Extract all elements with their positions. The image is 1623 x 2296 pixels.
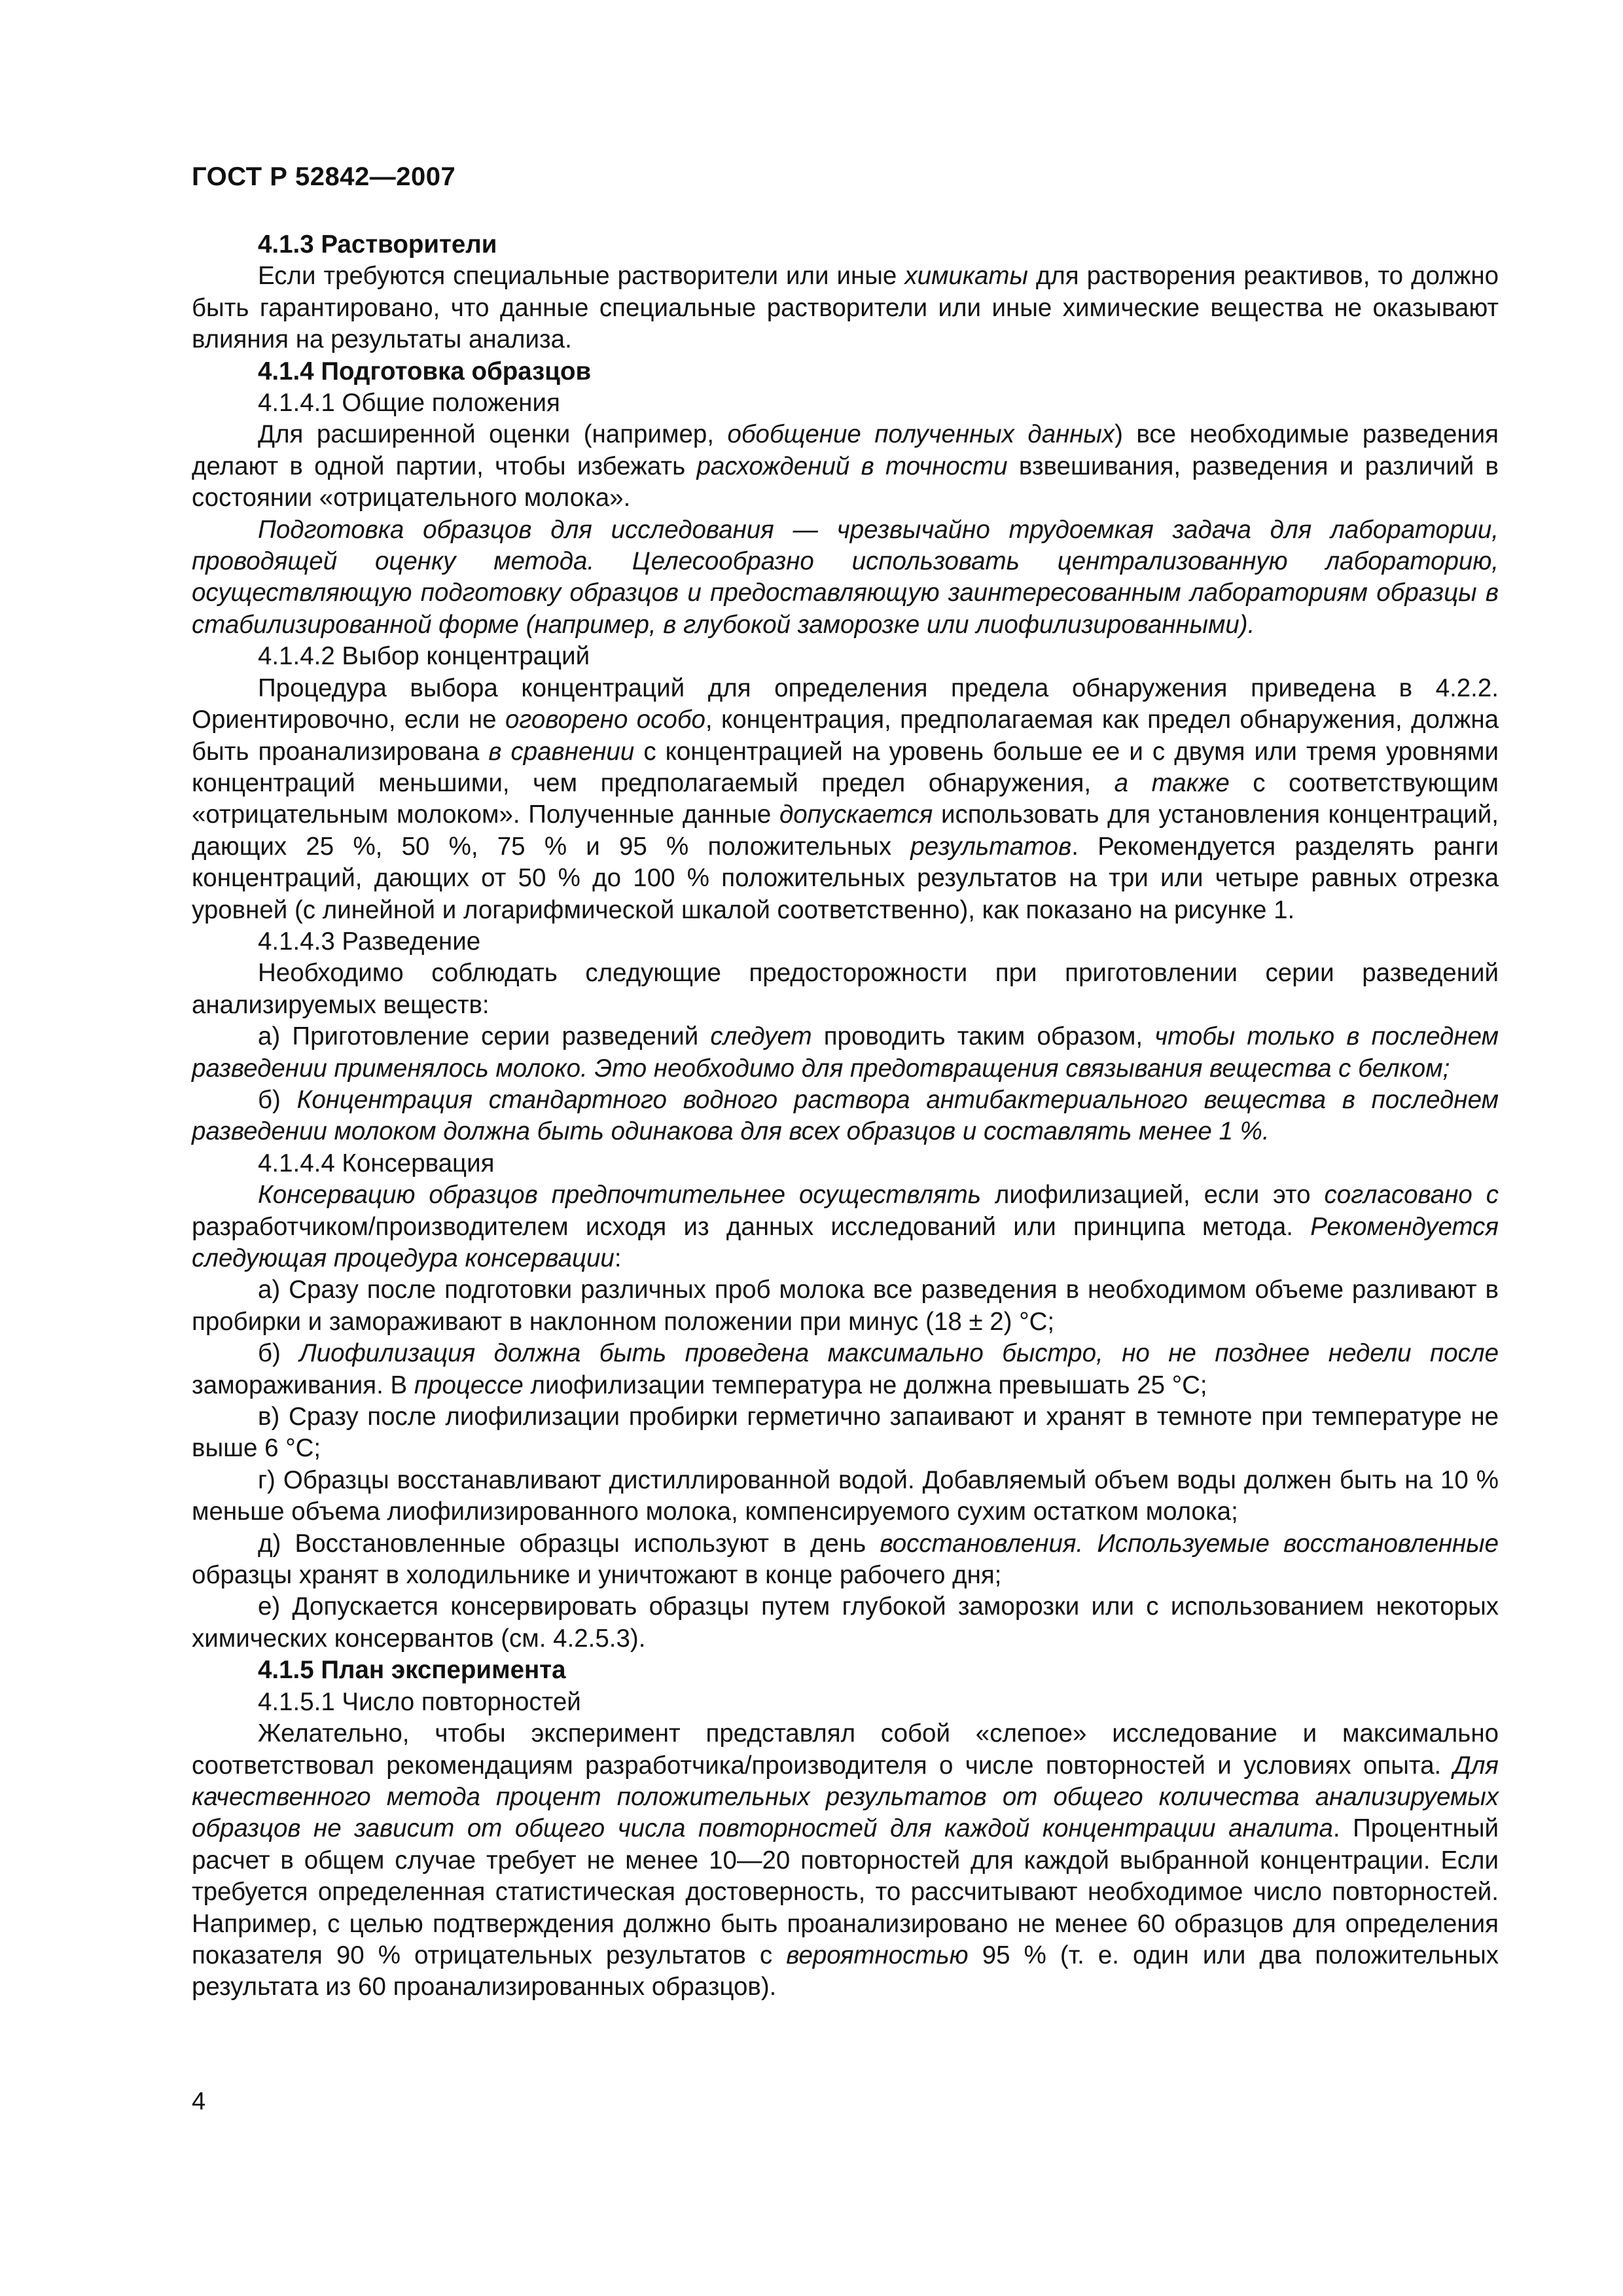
text-run: 4.1.5.1 Число повторностей bbox=[258, 1687, 581, 1716]
section-heading-4-1-5 bbox=[192, 1655, 1499, 1686]
list-item-preservation-b bbox=[192, 1338, 1499, 1401]
italic-run: допускается bbox=[779, 800, 933, 829]
text-run: г) Образцы восстанавливают дистиллированной водой. Добавляемый объем воды должен быть на 10 % меньше объема лиофилизированного молока, компенсируемого сухим остатком молока; bbox=[192, 1465, 1499, 1526]
text-run: для растворения реактивов, то должно быть гарантировано, что данные специальные растворители или иные химические вещества не оказывают влияния на результаты анализа. bbox=[192, 262, 1499, 354]
italic-run: процессе bbox=[414, 1371, 524, 1399]
text-run: Процедура выбора концентраций для определения предела обнаружения приведена в 4.2.2. Ориентировочно, если не bbox=[192, 673, 1499, 734]
text-run: ) все необходимые разведения делают в одной партии, чтобы избежать bbox=[192, 420, 1499, 480]
paragraph-general bbox=[192, 419, 1499, 514]
section-heading-4-1-4 bbox=[192, 356, 1499, 387]
paragraph-replicates bbox=[192, 1718, 1499, 2003]
document-body bbox=[192, 229, 1499, 2003]
text-run: 4.1.4.4 Консервация bbox=[258, 1149, 495, 1177]
italic-run: Концентрация стандартного водного раствора антибактериального вещества в последнем разведении молоком должна быть одинакова для всех образцов и составлять менее 1 %. bbox=[192, 1085, 1499, 1146]
italic-run: а также bbox=[1114, 768, 1230, 797]
subsection-heading-4-1-4-2 bbox=[192, 641, 1499, 672]
text-run: Желательно, чтобы эксперимент представлял собой «слепое» исследование и максимально соответствовал рекомендациям разработчика/производителя о числе повторностей и условиях опыта. bbox=[192, 1719, 1499, 1780]
subsection-heading-4-1-4-4 bbox=[192, 1148, 1499, 1179]
italic-run: обобщение полученных данных bbox=[727, 420, 1115, 449]
text-run: б) bbox=[258, 1085, 297, 1114]
subsection-heading-4-1-5-1 bbox=[192, 1687, 1499, 1718]
text-run: д) Восстановленные образцы используют в день bbox=[258, 1529, 880, 1558]
page-number: 4 bbox=[192, 2088, 206, 2115]
subsection-heading-4-1-4-1 bbox=[192, 387, 1499, 419]
italic-run: результатов bbox=[910, 832, 1072, 861]
paragraph-sample-prep bbox=[192, 514, 1499, 641]
italic-run: расхождений в точности bbox=[696, 452, 1008, 480]
italic-run: вероятностью bbox=[786, 1941, 969, 1969]
text-run: 4.1.4 Подготовка образцов bbox=[258, 357, 592, 386]
italic-run: Лиофилизация должна быть проведена максимально быстро, но не позднее недели после bbox=[299, 1339, 1499, 1368]
text-run: разработчиком/производителем исходя из данных исследований или принципа метода. bbox=[192, 1212, 1311, 1241]
document-header: ГОСТ Р 52842—2007 bbox=[192, 162, 456, 191]
text-run: с соответствующим «отрицательным молоком». Полученные данные bbox=[192, 768, 1499, 829]
text-run: проводить таким образом, bbox=[812, 1022, 1155, 1051]
list-item-preservation-a bbox=[192, 1274, 1499, 1338]
text-run: а) Сразу после подготовки различных проб молока все разведения в необходимом объеме разливают в пробирки и замораживают в наклонном положении при минус (18 ± 2) °С; bbox=[192, 1276, 1499, 1336]
text-run: Если требуются специальные растворители или иные bbox=[258, 262, 905, 291]
section-heading-4-1-3 bbox=[192, 229, 1499, 260]
text-run: а) Приготовление серии разведений bbox=[258, 1022, 711, 1051]
paragraph-preservation bbox=[192, 1179, 1499, 1274]
italic-run: Консервацию образцов предпочтительнее осуществлять bbox=[258, 1181, 981, 1210]
text-run: : bbox=[614, 1244, 622, 1272]
text-run: 4.1.3 Растворители bbox=[258, 230, 497, 259]
text-run: 4.1.5 План эксперимента bbox=[258, 1656, 566, 1685]
italic-run: чтобы только в последнем разведении применялось молоко. Это необходимо для предотвращения связывания вещества с белком; bbox=[192, 1022, 1499, 1083]
list-item-preservation-d bbox=[192, 1465, 1499, 1528]
italic-run: восстановления. Используемые восстановленные bbox=[880, 1529, 1499, 1558]
italic-run: в сравнении bbox=[488, 737, 635, 766]
text-run: е) Допускается консервировать образцы путем глубокой заморозки или с использованием некоторых химических консервантов (см. 4.2.5.3). bbox=[192, 1592, 1499, 1653]
text-run: взвешивания, разведения и различий в состоянии «отрицательного молока». bbox=[192, 452, 1499, 512]
text-run: . Рекомендуется разделять ранги концентраций, дающих от 50 % до 100 % положительных результатов на три или четыре равных отрезка уровней (с линейной и логарифмической шкалой соответственно), как показано на рисунке 1. bbox=[192, 832, 1499, 924]
text-run: б) bbox=[258, 1339, 300, 1368]
italic-run: согласовано с bbox=[1324, 1181, 1499, 1210]
text-run: с концентрацией на уровень больше ее и с двумя или тремя уровнями концентраций меньшими, чем предполагаемый предел обнаружения, bbox=[192, 737, 1499, 797]
text-run: Необходимо соблюдать следующие предосторожности при приготовлении серии разведений анализируемых веществ: bbox=[192, 959, 1499, 1019]
subsection-heading-4-1-4-3 bbox=[192, 926, 1499, 958]
text-run: в) Сразу после лиофилизации пробирки герметично запаивают и хранят в темноте при температуре не выше 6 °С; bbox=[192, 1403, 1499, 1463]
italic-run: Для качественного метода процент положительных результатов от общего количества анализируемых образцов не зависит от общего числа повторностей для каждой концентрации аналита bbox=[192, 1751, 1499, 1843]
italic-run: Рекомендуется следующая процедура консервации bbox=[192, 1212, 1499, 1272]
list-item-dilution-a bbox=[192, 1021, 1499, 1085]
text-run: замораживания. В bbox=[192, 1371, 414, 1399]
text-run: 4.1.4.2 Выбор концентраций bbox=[258, 642, 590, 671]
list-item-preservation-c bbox=[192, 1401, 1499, 1465]
paragraph-dilution-intro bbox=[192, 958, 1499, 1021]
text-run: использовать для установления концентраций, дающих 25 %, 50 %, 75 % и 95 % положительных bbox=[192, 800, 1499, 861]
text-run: лиофилизацией, если это bbox=[980, 1181, 1325, 1210]
text-run: 95 % (т. е. один или два положительных результата из 60 проанализированных образцов). bbox=[192, 1941, 1499, 2001]
italic-run: следует bbox=[710, 1022, 812, 1051]
text-run: Для расширенной оценки (например, bbox=[258, 420, 728, 449]
list-item-dilution-b bbox=[192, 1085, 1499, 1148]
list-item-preservation-e bbox=[192, 1528, 1499, 1592]
paragraph-concentrations bbox=[192, 673, 1499, 926]
text-run: 4.1.4.1 Общие положения bbox=[258, 389, 560, 418]
text-run: 4.1.4.3 Разведение bbox=[258, 927, 481, 956]
italic-run: химикаты bbox=[904, 262, 1028, 291]
italic-run: оговорено особо bbox=[505, 706, 705, 734]
text-run: . Процентный расчет в общем случае требует не менее 10—20 повторностей для каждой выбранной концентрации. Если требуется определенная статистическая достоверность, то рассчитывают необходимое число повторностей. Например, с целью подтверждения должно быть проанализировано не менее 60 образцов для определения показателя 90 % отрицательных результатов с bbox=[192, 1814, 1499, 1969]
text-run: , концентрация, предполагаемая как предел обнаружения, должна быть проанализирована bbox=[192, 706, 1499, 766]
list-item-preservation-f bbox=[192, 1591, 1499, 1655]
paragraph-solvents bbox=[192, 260, 1499, 355]
text-run: образцы хранят в холодильнике и уничтожают в конце рабочего дня; bbox=[192, 1561, 1002, 1590]
italic-run: Подготовка образцов для исследования — чрезвычайно трудоемкая задача для лаборатории, проводящей оценку метода. Целесообразно использовать централизованную лабораторию, осуществляющую подготовку образцов и предоставляющую заинтересованным лабораториям образцы в стабилизированной форме (например, в глубокой заморозке или лиофилизированными). bbox=[192, 515, 1499, 639]
text-run: лиофилизации температура не должна превышать 25 °С; bbox=[523, 1371, 1207, 1399]
